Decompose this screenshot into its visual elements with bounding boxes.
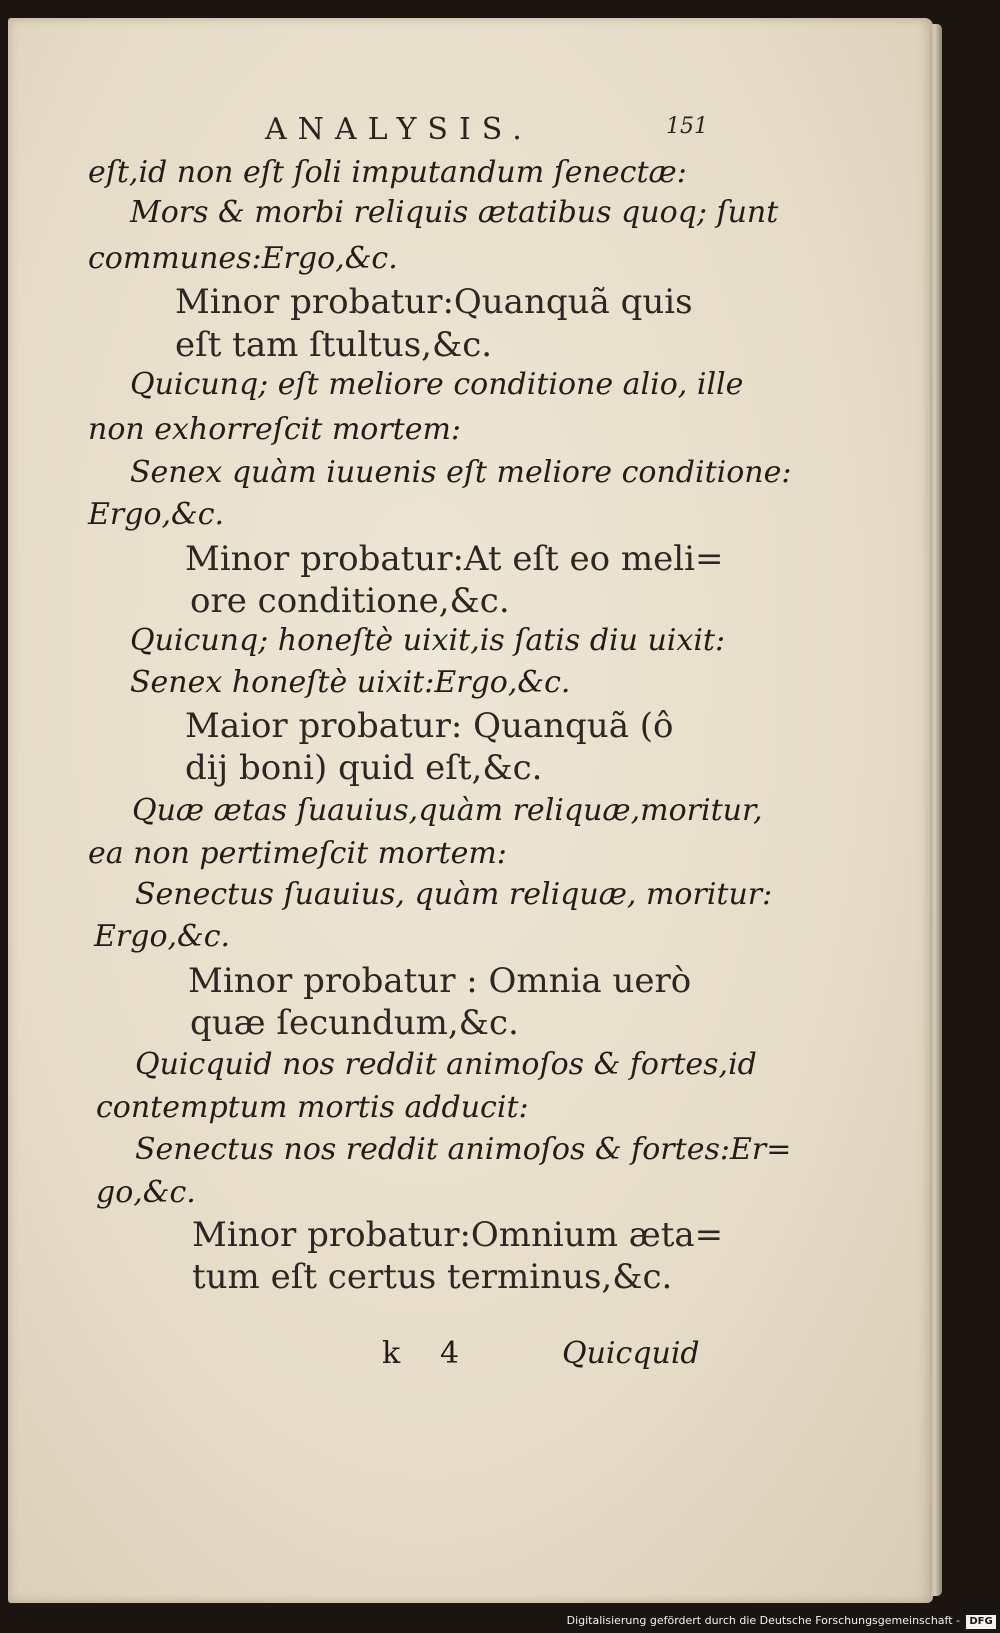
digitization-credit: Digitalisierung gefördert durch die Deutsche Forschungsgemeinschaft - [566, 1614, 960, 1627]
text-line: dij boni) quid eſt,&c. [185, 748, 543, 788]
text-line: Mors & morbi reliquis ætatibus quoq; ſunt [130, 195, 779, 230]
text-line: contemptum mortis adducit: [96, 1090, 529, 1125]
text-line: tum eſt certus terminus,&c. [192, 1257, 673, 1297]
text-line: Ergo,&c. [88, 497, 225, 532]
text-line: Senectus nos reddit animoſos & fortes:Er= [135, 1132, 792, 1167]
signature-mark: k [382, 1336, 401, 1371]
text-line: ea non pertimeſcit mortem: [88, 836, 507, 871]
dfg-logo: DFG [966, 1615, 996, 1629]
text-line: ore conditione,&c. [190, 581, 510, 621]
text-line: non exhorreſcit mortem: [88, 412, 462, 447]
page-number: 151 [666, 114, 708, 139]
page-edge [930, 24, 942, 1596]
text-line: Senectus ſuauius, quàm reliquæ, moritur: [135, 877, 773, 912]
text-line: Minor probatur : Omnia uerò [188, 961, 692, 1001]
text-line: Quæ ætas ſuauius,quàm reliquæ,moritur, [132, 793, 763, 828]
text-line: go,&c. [96, 1175, 196, 1210]
text-line: Minor probatur:Omnium æta= [192, 1215, 724, 1255]
catchword: Quicquid [562, 1336, 700, 1371]
text-line: eſt tam ſtultus,&c. [175, 325, 493, 365]
text-line: Quicunq; eſt meliore conditione alio, ille [130, 367, 744, 402]
text-line: Senex quàm iuuenis eſt meliore conditione: [130, 455, 792, 490]
text-line: Quicquid nos reddit animoſos & fortes,id [135, 1047, 757, 1082]
text-line: Ergo,&c. [94, 919, 231, 954]
text-line: eſt,id non eſt ſoli imputandum ſenectæ: [88, 155, 687, 190]
text-line: Minor probatur:At eſt eo meli= [185, 539, 724, 579]
text-line: Senex honeſtè uixit:Ergo,&c. [130, 665, 571, 700]
text-line: quæ ſecundum,&c. [190, 1003, 519, 1043]
text-line: Minor probatur:Quanquã quis [175, 282, 693, 322]
running-header: ANALYSIS. [265, 112, 533, 147]
text-line: communes:Ergo,&c. [88, 241, 398, 276]
text-line: Maior probatur: Quanquã (ô [185, 706, 674, 746]
text-line: Quicunq; honeſtè uixit,is ſatis diu uixit: [130, 623, 726, 658]
signature-number: 4 [440, 1336, 460, 1371]
